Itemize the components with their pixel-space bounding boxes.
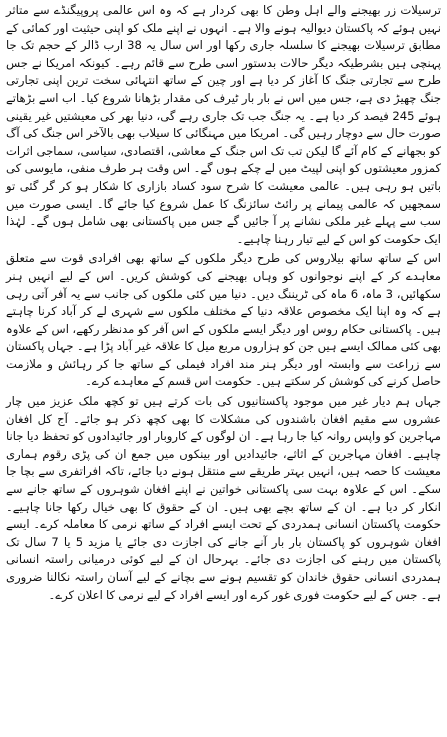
paragraph-remittances-trade-war: ترسیلات زر بھیجنے والے اہل وطن کا بھی کردار ہے کہ وہ اس عالمی پروپیگنڈے سے متاثر نہیں ہوئے کہ پاکستان دیوالیہ ہونے والا ہے۔ انہوں نے اپنے ملک کو اپنی حیثیت اور کمائی کے مطابق ترسیلات بھیجنے کا سلسلہ جاری رکھا اور اس سال یہ 38 ارب ڈالر کے حجم تک جا پہنچی ہیں بشرطیکہ دیگر حالات بدستور اسی طرح سے قائم رہے۔ کیونکہ امریکا نے جس طرح سے تجارتی جنگ کا آغاز کر دیا ہے اور چین کے ساتھ انتہائی سخت ترین اپنی تجارتی جنگ چھیڑ دی ہے، جس میں اس نے بار بار ٹیرف کی مقدار بڑھانا شروع کیا۔ اب اسے بڑھاتے ہوئے 245 فیصد کر دیا ہے۔ یہ جنگ جب تک جاری رہے گی، دنیا بھر کی معیشتیں غیر یقینی صورت حال سے دوچار رہیں گی۔ امریکا میں مہنگائی کا سیلاب بھی بالآخر اس جنگ کی آگ کو بجھانے کے کام آئے گا لیکن تب تک اس جنگ کے معاشی، اقتصادی، سیاسی، سماجی اثرات کمزور معیشتوں کو اپنی لپیٹ میں لے چکے ہوں گے۔ اس وقت ہر طرف منفی، مایوسی کی باتیں ہو رہی ہیں۔ عالمی معیشت کا شرح سود کساد بازاری کا شکار ہو کر گر گئی تو سمجھیں کہ عالمی پیمانے پر رائٹ سائزنگ کا عمل شروع کیا جائے گا۔ ایسی صورت میں سب سے پہلے غیر ملکی نشانے پر آ جائیں گے جس میں پاکستانی بھی شامل ہوں گے۔ لہٰذا ایک حکومت کو اس کے لیے تیار رہنا چاہیے۔ [6,3,441,246]
paragraph-labour-agreements: اس کے ساتھ ساتھ بیلاروس کی طرح دیگر ملکوں کے ساتھ بھی افرادی قوت سے متعلق معاہدے کر کے اپنے نوجوانوں کو وہاں بھیجنے کی کوشش کریں۔ اس کے لیے انہیں ہنر سکھائیں، 3 ماہ، 6 ماہ کی ٹریننگ دیں۔ دنیا میں کئی ملکوں کی جانب سے یہ آفر آتی رہی ہے کہ وہ اپنا ایک مخصوص علاقہ دنیا کے مختلف ملکوں سے شہری لے کر آباد کرنا چاہتے ہیں۔ پاکستانی حکام روس اور دیگر ایسے ملکوں کے اس آفر کو مدنظر رکھے، اس کے علاوہ بھی کئی ممالک ایسے ہیں جن کو ہزاروں مربع میل کا علاقہ غیر آباد پڑا ہے۔ جہاں پاکستان سے زراعت سے وابستہ اور دیگر ہنر مند افراد فیملی کے ساتھ جا کر رہائش و ملازمت حاصل کرنے کی کوشش کر سکتے ہیں۔ حکومت اس قسم کے معاہدے کرے۔ [6,251,442,389]
paragraph-afghan-refugees: جہاں ہم دیار غیر میں موجود پاکستانیوں کی بات کرتے ہیں تو کچھ ملک عزیز میں چار عشروں سے مقیم افغان باشندوں کی مشکلات کا بھی کچھ ذکر ہو جائے۔ آج کل افغان مہاجرین کو واپس روانہ کیا جا رہا ہے۔ ان لوگوں کے کاروبار اور جائیدادوں کو تحفظ دیا جانا چاہیے۔ افغان مہاجرین کے اثاثے، جائیدادیں اور بینکوں میں جمع ان کی پڑی رقوم ہماری معیشت کا حصہ ہیں، انہیں بہتر طریقے سے منتقل ہونے دیا جائے، تاکہ افراتفری سے بچا جا سکے۔ اس کے علاوہ بہت سی پاکستانی خواتین نے اپنے افغان شوہروں کے ساتھ جانے سے انکار کر دیا ہے۔ ان کے ساتھ بچے بھی ہیں۔ ان کے حقوق کا بھی خیال رکھا جانا چاہیے۔ حکومت پاکستان انسانی ہمدردی کے تحت ایسے افراد کے ساتھ نرمی کا معاملہ کرے۔ ایسے افغان شوہروں کو پاکستان بار بار آنے جانے کی اجازت دی جائے یا مزید 5 یا 7 سال تک پاکستان میں رہنے کی اجازت دی جائے۔ بہرحال ان کے لیے کوئی درمیانی راستہ انسانی ہمدردی انسانی حقوق خاندان کو تقسیم ہونے سے بچانے کے لیے آسان راستہ نکالنا ضروری ہے۔ جس کے لیے حکومت فوری غور کرے اور ایسے افراد کے لیے نرمی کا اعلان کرے۔ [6,394,441,602]
